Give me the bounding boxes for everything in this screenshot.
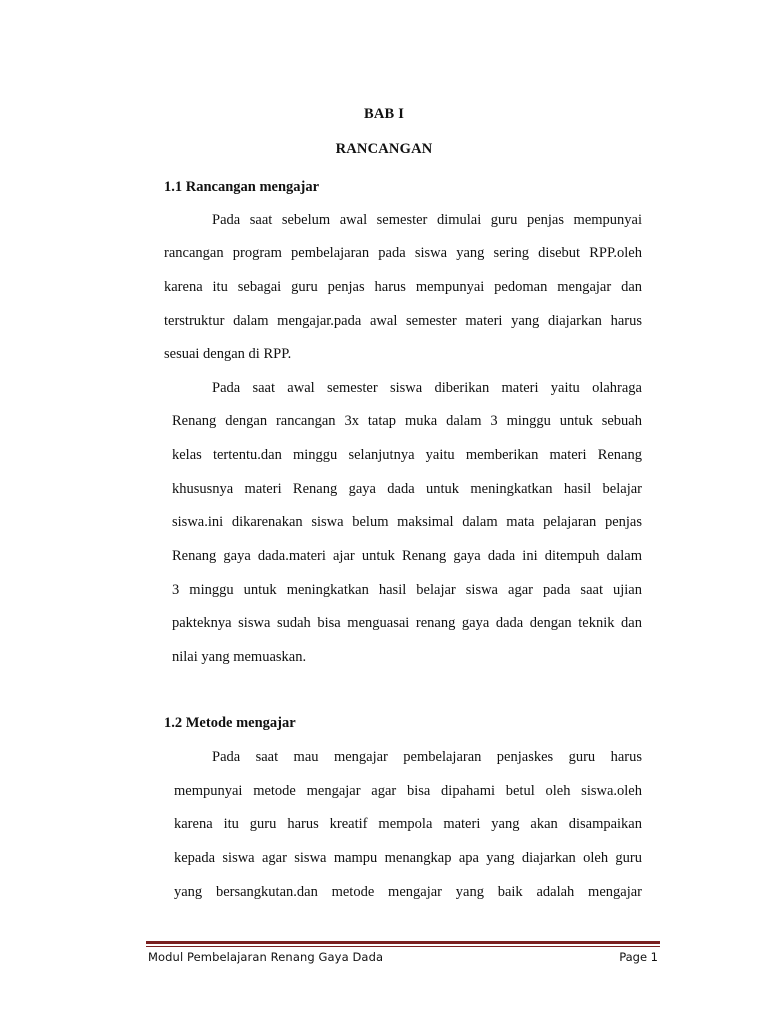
section-heading-1-2: 1.2 Metode mengajar bbox=[164, 715, 296, 731]
paragraph-line: Renang dengan rancangan 3x tatap muka dalam 3 minggu untuk sebuah bbox=[172, 413, 642, 429]
paragraph-line: kelas tertentu.dan minggu selanjutnya yaitu memberikan materi Renang bbox=[172, 447, 642, 463]
paragraph-line: karena itu sebagai guru penjas harus mempunyai pedoman mengajar dan bbox=[164, 279, 642, 295]
paragraph-line: Pada saat awal semester siswa diberikan materi yaitu olahraga bbox=[212, 380, 642, 396]
paragraph-line: rancangan program pembelajaran pada siswa yang sering disebut RPP.oleh bbox=[164, 245, 642, 261]
paragraph-line: pakteknya siswa sudah bisa menguasai renang gaya dada dengan teknik dan bbox=[172, 615, 642, 631]
paragraph-line: Renang gaya dada.materi ajar untuk Renang gaya dada ini ditempuh dalam bbox=[172, 548, 642, 564]
paragraph-line: siswa.ini dikarenakan siswa belum maksimal dalam mata pelajaran penjas bbox=[172, 514, 642, 530]
paragraph-line: 3 minggu untuk meningkatkan hasil belajar siswa agar pada saat ujian bbox=[172, 582, 642, 598]
chapter-title: RANCANGAN bbox=[335, 141, 433, 157]
paragraph-line: mempunyai metode mengajar agar bisa dipahami betul oleh siswa.oleh bbox=[174, 783, 642, 799]
paragraph-line: yang bersangkutan.dan metode mengajar yang baik adalah mengajar bbox=[174, 884, 642, 900]
chapter-number: BAB I bbox=[363, 106, 405, 122]
footer-title: Modul Pembelajaran Renang Gaya Dada bbox=[148, 950, 384, 964]
paragraph-line: sesuai dengan di RPP. bbox=[164, 346, 292, 362]
paragraph-line: Pada saat mau mengajar pembelajaran penjaskes guru harus bbox=[212, 749, 642, 765]
paragraph-line: kepada siswa agar siswa mampu menangkap apa yang diajarkan oleh guru bbox=[174, 850, 642, 866]
paragraph-line: terstruktur dalam mengajar.pada awal semester materi yang diajarkan harus bbox=[164, 313, 642, 329]
footer-rule-thick bbox=[146, 941, 660, 944]
page-number: Page 1 bbox=[619, 950, 658, 964]
footer-rule-thin bbox=[146, 946, 660, 947]
paragraph-line: karena itu guru harus kreatif mempola materi yang akan disampaikan bbox=[174, 816, 642, 832]
paragraph-line: khususnya materi Renang gaya dada untuk meningkatkan hasil belajar bbox=[172, 481, 642, 497]
paragraph-line: nilai yang memuaskan. bbox=[172, 649, 307, 665]
section-heading-1-1: 1.1 Rancangan mengajar bbox=[164, 179, 320, 195]
paragraph-line: Pada saat sebelum awal semester dimulai guru penjas mempunyai bbox=[212, 212, 642, 228]
